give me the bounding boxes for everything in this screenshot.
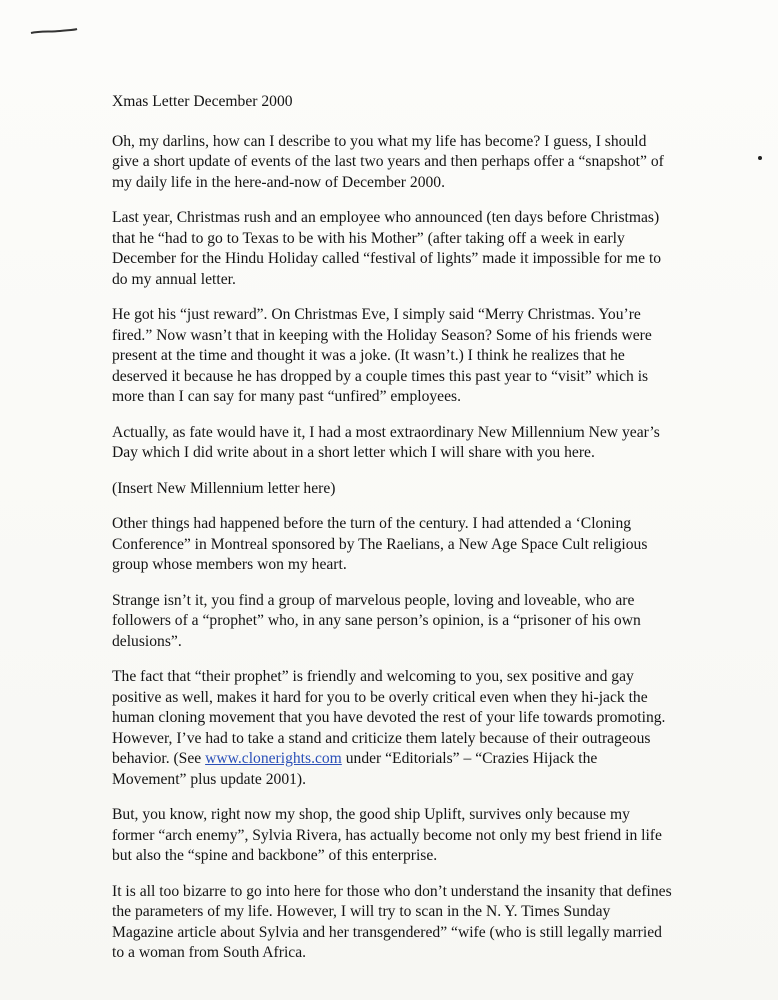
paragraph-8-text-b: under “Editorials” – “Crazies Hijack the Movement” plus update 2001). xyxy=(112,750,598,788)
paragraph-5: (Insert New Millennium letter here) xyxy=(112,479,336,497)
paragraph-2: Last year, Christmas rush and an employee who announced (ten days before Christmas) that he “had to go to Texas to be with his Mother” (after taking off a week in early December for the Hindu Holiday called “festival of lights” made it impossible for me to do my annual letter. xyxy=(112,209,662,288)
clonerights-link[interactable]: www.clonerights.com xyxy=(205,750,342,767)
paragraph-4: Actually, as fate would have it, I had a most extraordinary New Millennium New year’s Day which I did write about in a short letter which I will share with you here. xyxy=(112,423,660,461)
paragraph-10: It is all too bizarre to go into here for those who don’t understand the insanity that defines the parameters of my life. However, I will try to scan in the N. Y. Times Sunday Magazine article about Sylvia and her transgendered” “wife (who is still legally married to a woman from South Africa. xyxy=(112,882,672,961)
paragraph-1: Oh, my darlins, how can I describe to you what my life has become? I guess, I should give a short update of events of the last two years and then perhaps offer a “snapshot” of my daily life in the here-and-now of December 2000. xyxy=(112,132,664,191)
paragraph-3: He got his “just reward”. On Christmas Eve, I simply said “Merry Christmas. You’re fired.” Now wasn’t that in keeping with the Holiday Season? Some of his friends were present at the time and thought it was a joke. (It wasn’t.) I think he realizes that he deserved it because he has dropped by a couple times this past year to “visit” which is more than I can say for many past “unfired” employees. xyxy=(112,306,652,405)
pen-mark xyxy=(30,28,78,36)
paragraph-7: Strange isn’t it, you find a group of marvelous people, loving and loveable, who are followers of a “prophet” who, in any sane person’s opinion, is a “prisoner of his own delusions”. xyxy=(112,591,641,650)
paragraph-6: Other things had happened before the turn of the century. I had attended a ‘Cloning Conference” in Montreal sponsored by The Raelians, a New Age Space Cult religious group whose members won my heart. xyxy=(112,515,648,573)
letter-title: Xmas Letter December 2000 xyxy=(112,93,293,110)
paragraph-8-text-a: The fact that “their prophet” is friendly and welcoming to you, sex positive and gay positive as well, makes it hard for you to be overly critical even when they hi-jack the human cloning movement that you have devoted the rest of your life towards promoting. However, I’ve had to take a stand and criticize them lately because of their outrageous behavior. (See xyxy=(112,668,666,767)
letter-body xyxy=(112,92,672,979)
paragraph-9: But, you know, right now my shop, the good ship Uplift, survives only because my former “arch enemy”, Sylvia Rivera, has actually become not only my best friend in life but also the “spine and backbone” of this enterprise. xyxy=(112,806,662,864)
paragraph-8 xyxy=(112,667,672,790)
stray-dot xyxy=(758,156,762,160)
